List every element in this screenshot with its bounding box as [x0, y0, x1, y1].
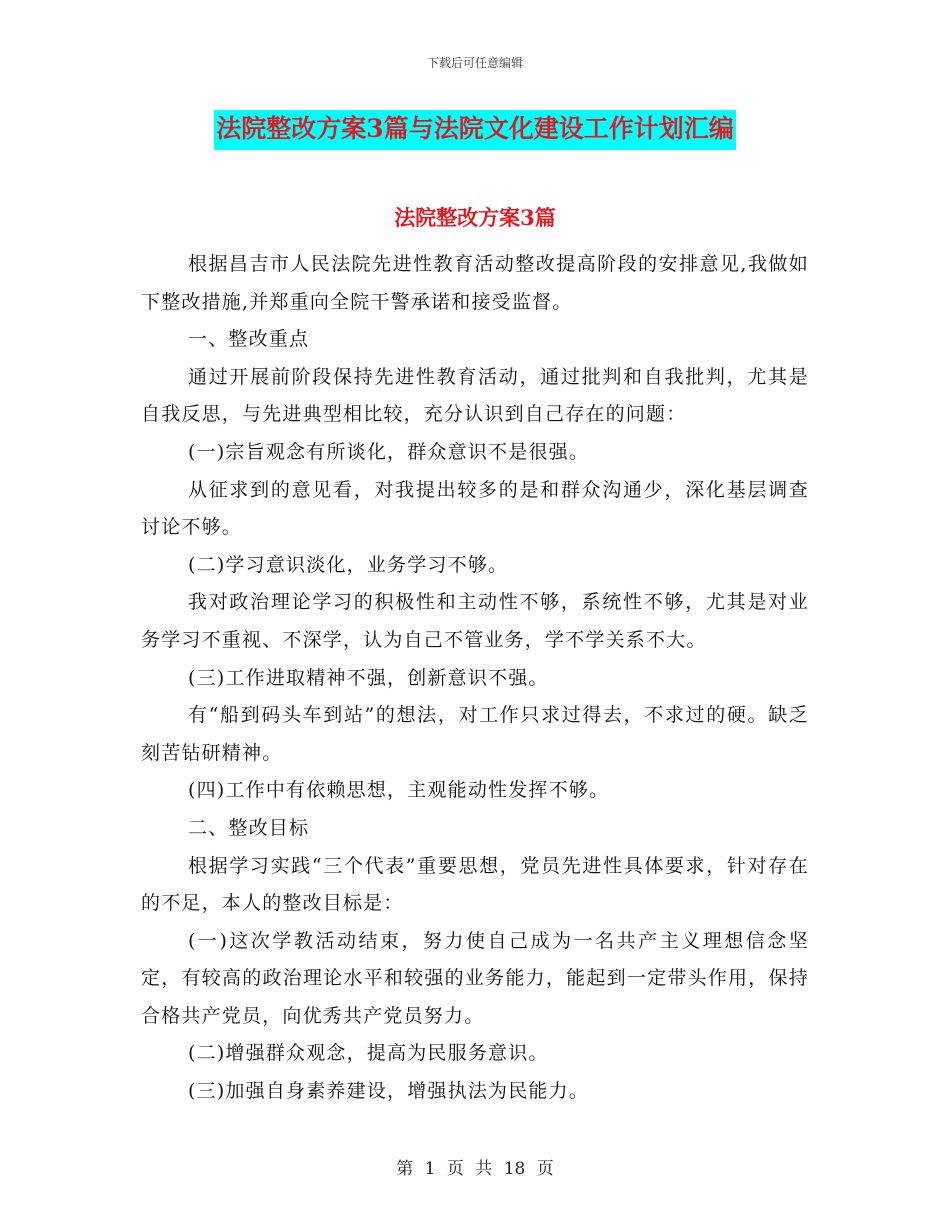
list-item: (三)工作进取精神不强，创新意识不强。 [188, 666, 549, 689]
list-item: (二)增强群众观念，提高为民服务意识。 [188, 1042, 549, 1065]
list-item: (一)宗旨观念有所谈化，群众意识不是很强。 [188, 440, 590, 463]
paragraph: 通过开展前阶段保持先进性教育活动，通过批判和自我批判，尤其是自我反思，与先进典型相比较，充分认识到自己存在的问题： [141, 365, 809, 426]
document-title: 法院整改方案3篇与法院文化建设工作计划汇编 [214, 110, 735, 150]
paragraph: 根据学习实践“三个代表”重要思想，党员先进性具体要求，针对存在的不足，本人的整改目标是： [141, 854, 809, 915]
list-item: (四)工作中有依赖思想，主观能动性发挥不够。 [188, 779, 610, 802]
page-number-footer: 第 1 页 共 18 页 [396, 1159, 554, 1179]
list-item: (一)这次学教活动结束，努力使自己成为一名共产主义理想信念坚定，有较高的政治理论水平和较强的业务能力，能起到一定带头作用，保持合格共产党员，向优秀共产党员努力。 [141, 929, 809, 1027]
list-item: (三)加强自身素养建设，增强执法为民能力。 [188, 1080, 590, 1103]
paragraph: 从征求到的意见看，对我提出较多的是和群众沟通少，深化基层调查讨论不够。 [141, 478, 809, 539]
header-note: 下载后可任意编辑 [426, 56, 523, 70]
section-title: 法院整改方案3篇 [394, 205, 556, 230]
body-text [141, 246, 809, 1111]
document-title-wrap [0, 110, 950, 150]
paragraph: 根据昌吉市人民法院先进性教育活动整改提高阶段的安排意见,我做如下整改措施,并郑重向全院干警承诺和接受监督。 [141, 253, 809, 313]
paragraph: 我对政治理论学习的积极性和主动性不够，系统性不够，尤其是对业务学习不重视、不深学，认为自己不管业务，学不学关系不大。 [141, 591, 809, 651]
list-item: (二)学习意识淡化，业务学习不够。 [188, 553, 509, 576]
paragraph: 有“船到码头车到站”的想法，对工作只求过得去，不求过的硬。缺乏刻苦钻研精神。 [141, 704, 809, 764]
heading-rectification-goal: 二、整改目标 [188, 816, 310, 839]
heading-rectification-focus: 一、整改重点 [188, 328, 310, 351]
